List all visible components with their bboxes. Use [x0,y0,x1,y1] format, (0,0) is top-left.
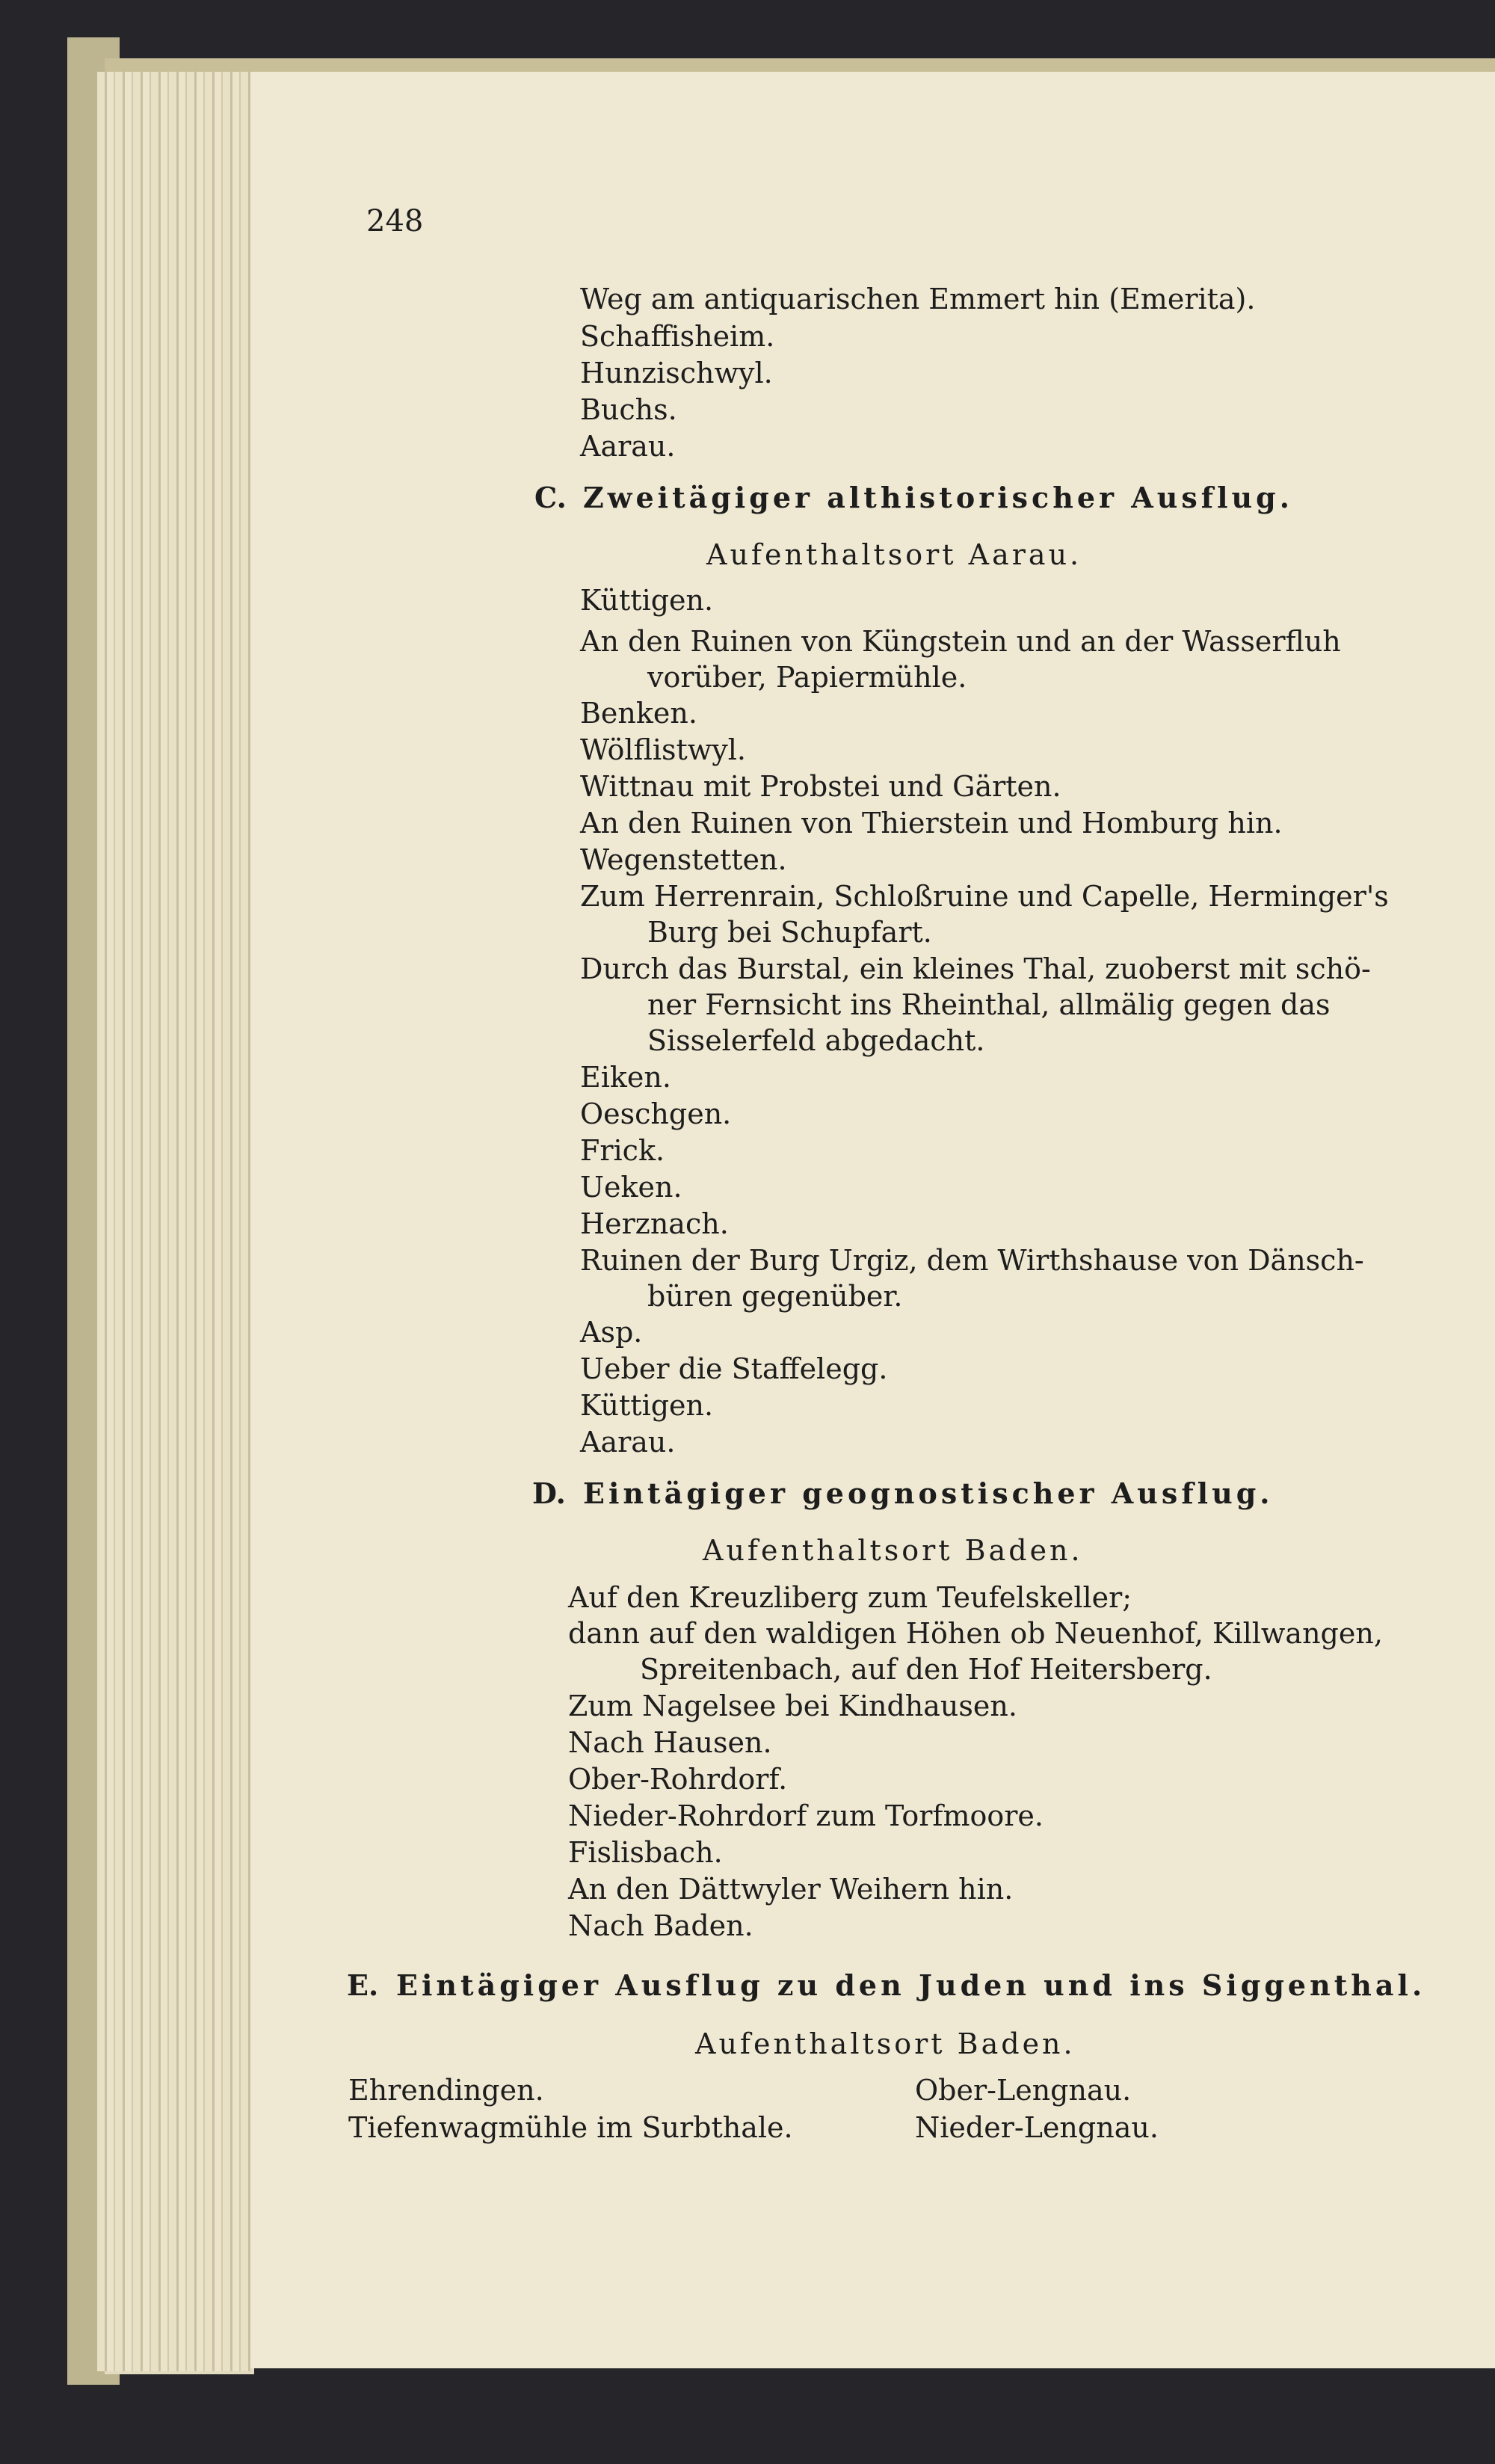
section-title: Eintägiger geognostischer Ausflug. [583,1476,1274,1510]
line: Wölflistwyl. [580,733,747,766]
section-letter: C. [534,481,567,514]
line: Sisselerfeld abgedacht. [647,1024,985,1057]
line: ner Fernsicht ins Rheinthal, allmälig gegen das [647,988,1331,1021]
section-title: Eintägiger Ausflug zu den Juden und ins Siggenthal. [396,1968,1426,2002]
left-place: Tiefenwagmühle im Surbthale. [348,2111,793,2144]
line: büren gegenüber. [647,1280,903,1313]
line: Aarau. [580,430,676,463]
section-letter: E. [347,1968,379,2002]
line: An den Ruinen von Thierstein und Homburg hin. [580,807,1283,840]
line: Frick. [580,1134,665,1167]
line: Nieder-Rohrdorf zum Torfmoore. [568,1799,1044,1832]
line: Weg am antiquarischen Emmert hin (Emerita). [580,283,1256,315]
page-number: 248 [366,204,424,238]
line: dann auf den waldigen Höhen ob Neuenhof, Killwangen, [568,1617,1383,1650]
section-base: Aufenthaltsort Aarau. [706,538,1082,571]
line: Eiken. [580,1061,671,1094]
page-surface [247,66,1495,2368]
line: Fislisbach. [568,1836,723,1869]
line: Hunzischwyl. [580,357,773,389]
line: Buchs. [580,393,677,426]
right-place: Nieder-Lengnau. [915,2111,1159,2144]
left-place: Ehrendingen. [348,2074,544,2107]
line: Ueber die Staffelegg. [580,1352,888,1385]
line: Nach Baden. [568,1909,753,1942]
line: Nach Hausen. [568,1726,772,1759]
section-base: Aufenthaltsort Baden. [703,1534,1083,1567]
line: Ober-Rohrdorf. [568,1763,788,1796]
line: Herznach. [580,1207,729,1240]
line: Zum Herrenrain, Schloßruine und Capelle, Herminger's [580,880,1389,913]
right-place: Ober-Lengnau. [915,2074,1132,2107]
page-top-band [105,58,1495,72]
line: Durch das Burstal, ein kleines Thal, zuoberst mit schö- [580,952,1371,985]
line: Auf den Kreuzliberg zum Teufelskeller; [568,1581,1132,1614]
line: vorüber, Papiermühle. [647,661,967,694]
line: Schaffisheim. [580,320,775,353]
line: Burg bei Schupfart. [647,916,932,949]
line: Ruinen der Burg Urgiz, dem Wirthshause von Dänsch- [580,1244,1364,1277]
line: Wittnau mit Probstei und Gärten. [580,770,1061,803]
line: Küttigen. [580,584,714,617]
line: Spreitenbach, auf den Hof Heitersberg. [640,1653,1212,1686]
line: Zum Nagelsee bei Kindhausen. [568,1690,1017,1722]
section-letter: D. [532,1476,566,1510]
line: Wegenstetten. [580,843,787,876]
line: An den Dättwyler Weihern hin. [568,1873,1014,1906]
line: Asp. [580,1316,643,1349]
line: Oeschgen. [580,1097,732,1130]
line: An den Ruinen von Küngstein und an der Wasserfluh [580,625,1341,658]
page-stack [97,72,250,2371]
section-title: Zweitägiger althistorischer Ausflug. [583,481,1293,514]
section-base: Aufenthaltsort Baden. [695,2027,1076,2060]
line: Küttigen. [580,1389,714,1422]
line: Ueken. [580,1171,682,1204]
line: Benken. [580,697,697,730]
line: Aarau. [580,1426,676,1459]
